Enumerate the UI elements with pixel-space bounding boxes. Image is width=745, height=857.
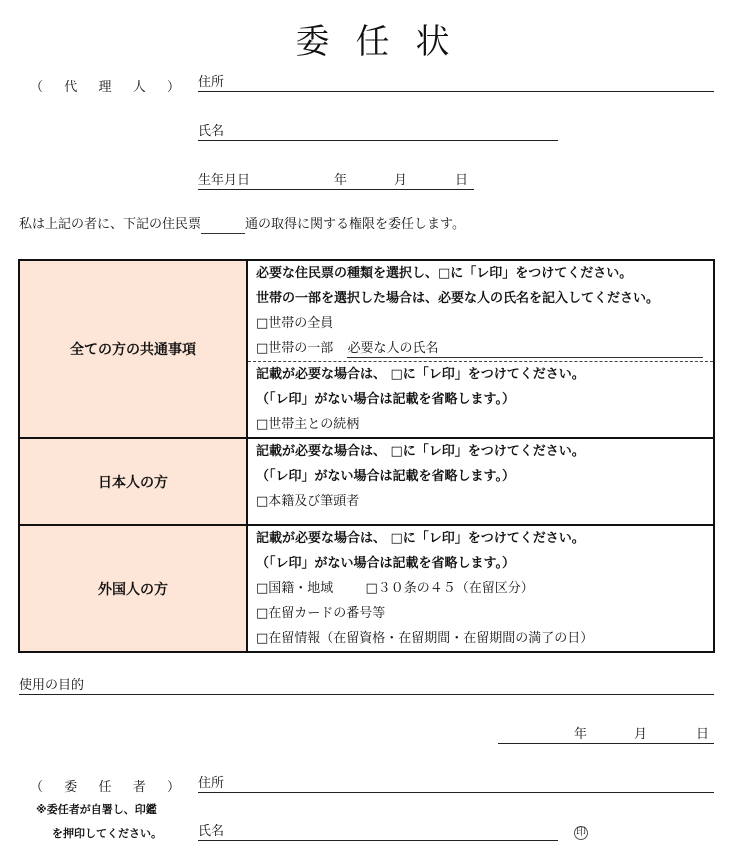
foreign-row bbox=[19, 525, 714, 652]
option-residence-info[interactable]: □在留情報（在留資格・在留期間・在留期間の満了の日） bbox=[256, 631, 594, 646]
birth-year-label: 年 bbox=[334, 173, 348, 188]
signature-note-2: を押印してください。 bbox=[52, 827, 162, 840]
date-field[interactable] bbox=[498, 727, 714, 744]
agent-birthdate-field[interactable] bbox=[198, 173, 474, 190]
common-instruction-3: 記載が必要な場合は、 □に「レ印」をつけてください。 bbox=[248, 361, 713, 387]
date-month-label: 月 bbox=[634, 727, 648, 742]
principal-name-field[interactable] bbox=[198, 824, 558, 841]
principal-address-label: 住所 bbox=[198, 776, 225, 791]
date-year-label: 年 bbox=[574, 727, 588, 742]
principal-address-field[interactable] bbox=[198, 776, 714, 793]
agent-name-label: 氏名 bbox=[198, 124, 225, 139]
foreign-instruction-2: （「レ印」がない場合は記載を省略します。） bbox=[256, 556, 515, 571]
common-header: 全ての方の共通事項 bbox=[19, 260, 247, 438]
statement-after: 通の取得に関する権限を委任します。 bbox=[245, 217, 465, 232]
foreign-header: 外国人の方 bbox=[19, 525, 247, 652]
date-day-label: 日 bbox=[696, 727, 710, 742]
agent-name-field[interactable] bbox=[198, 124, 558, 141]
foreign-content bbox=[247, 525, 714, 652]
japanese-row bbox=[19, 438, 714, 525]
needed-person-name-label: 必要な人の氏名 bbox=[347, 341, 439, 356]
option-nationality[interactable]: □国籍・地域 bbox=[256, 581, 334, 596]
document-title: 委任状 bbox=[295, 22, 476, 62]
principal-name-label: 氏名 bbox=[198, 824, 225, 839]
copies-count-field[interactable] bbox=[201, 217, 245, 234]
foreign-instruction-1: 記載が必要な場合は、 □に「レ印」をつけてください。 bbox=[256, 531, 585, 546]
option-part-household[interactable] bbox=[248, 336, 713, 361]
agent-birth-label: 生年月日 bbox=[198, 173, 251, 188]
purpose-field[interactable] bbox=[19, 678, 714, 695]
delegation-statement bbox=[19, 213, 465, 234]
statement-before: 私は上記の者に、下記の住民票 bbox=[19, 217, 202, 232]
option-whole-household[interactable]: □世帯の全員 bbox=[256, 316, 334, 331]
seal-mark: 印 bbox=[576, 827, 586, 838]
japanese-header: 日本人の方 bbox=[19, 438, 247, 525]
common-instruction-1: 必要な住民票の種類を選択し、□に「レ印」をつけてください。 bbox=[256, 266, 633, 281]
option-part-label: □世帯の一部 bbox=[256, 341, 334, 356]
foreign-options-row bbox=[248, 576, 713, 601]
purpose-label: 使用の目的 bbox=[19, 678, 85, 693]
common-content bbox=[247, 260, 714, 438]
option-householder-relation[interactable]: □世帯主との続柄 bbox=[256, 417, 360, 432]
signature-note-1: ※委任者が自署し、印鑑 bbox=[36, 803, 157, 816]
option-article30-45[interactable]: □３０条の４５（在留区分） bbox=[365, 581, 534, 596]
agent-address-label: 住所 bbox=[198, 75, 225, 90]
option-residence-card[interactable]: □在留カードの番号等 bbox=[256, 606, 386, 621]
option-domicile[interactable]: □本籍及び筆頭者 bbox=[256, 494, 360, 509]
japanese-instruction-1: 記載が必要な場合は、 □に「レ印」をつけてください。 bbox=[256, 444, 585, 459]
needed-person-name-field[interactable] bbox=[347, 341, 703, 358]
common-instruction-4: （「レ印」がない場合は記載を省略します。） bbox=[256, 392, 515, 407]
common-row bbox=[19, 260, 714, 438]
birth-day-label: 日 bbox=[455, 173, 469, 188]
agent-role-label: （ 代 理 人 ） bbox=[30, 80, 180, 95]
principal-role-label: （ 委 任 者 ） bbox=[30, 780, 180, 795]
common-instruction-2: 世帯の一部を選択した場合は、必要な人の氏名を記入してください。 bbox=[256, 291, 660, 306]
birth-month-label: 月 bbox=[394, 173, 408, 188]
request-options-table bbox=[18, 259, 715, 653]
agent-address-field[interactable] bbox=[198, 75, 714, 92]
japanese-content bbox=[247, 438, 714, 525]
japanese-instruction-2: （「レ印」がない場合は記載を省略します。） bbox=[256, 469, 515, 484]
